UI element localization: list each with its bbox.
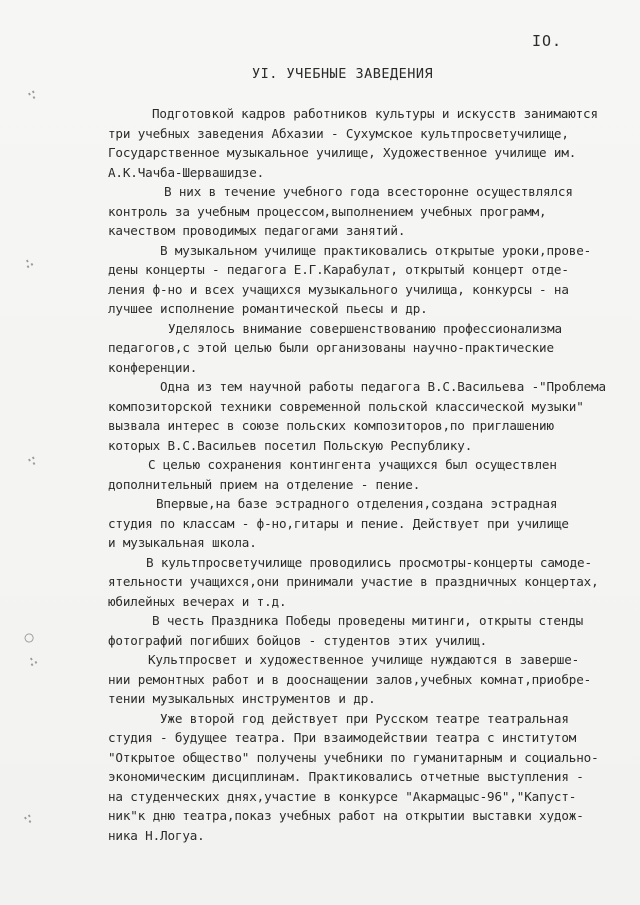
text-line: на студенческих днях,участие в конкурсе "Акармацыс-96","Капуст- [108,788,577,804]
text-line: В честь Праздника Победы проведены митинги, открыты стенды [152,613,584,628]
text-line: Уделялось внимание совершенствованию профессионализма [168,320,562,336]
text-line: ник"к дню театра,показ учебных работ на открытии выставки худож- [108,808,584,823]
text-line: ника Н.Логуа. [108,827,205,843]
text-line: Одна из тем научной работы педагога В.С.Васильева -"Проблема [160,379,606,394]
text-line: контроль за учебным процессом,выполнением учебных программ, [108,203,547,219]
margin-hole-marks [0,0,60,905]
text-line: В культпросветучилище проводились просмотры-концерты самоде- [146,554,592,570]
text-line: студия по классам - ф-но,гитары и пение. Действует при училище [108,515,569,531]
text-line: С целью сохранения контингента учащихся был осуществлен [148,457,557,472]
text-line: А.К.Чачба-Шервашидзе. [108,164,265,180]
text-line: Подготовкой кадров работников культуры и искусств занимаются [152,106,598,121]
text-line: В них в течение учебного года всесторонне осуществлялся [164,184,573,199]
punch-hole-mark-icon: ∵ [24,84,41,106]
text-line: тении музыкальных инструментов и др. [108,691,376,706]
section-heading: УI. УЧЕБНЫЕ ЗАВЕДЕНИЯ [252,66,434,82]
punch-hole-mark-icon: ∴ [24,650,41,672]
text-line: фотографий погибших бойцов - студентов этих училищ. [108,632,488,648]
text-line: педагогов,с этой целью были организованы научно-практические [108,340,554,355]
text-line: дены концерты - педагога Е.Г.Карабулат, открытый концерт отде- [108,262,569,277]
text-line: В музыкальном училище практиковались открытые уроки,прове- [160,242,592,258]
text-line: ятельности учащихся,они принимали участие в праздничных концертах, [108,574,599,589]
punch-hole-mark-icon: ∵ [20,808,37,830]
text-line: и музыкальная школа. [108,535,257,550]
text-line: дополнительный прием на отделение - пение. [108,476,421,492]
text-line: Уже второй год действует при Русском театре театральная [160,710,569,726]
punch-hole-mark-icon: ○ [20,626,37,648]
text-line: экономическим дисциплинам. Практиковались отчетные выступления - [108,769,584,784]
punch-hole-mark-icon: ∴ [20,252,37,274]
text-line: "Открытое общество" получены учебники по гуманитарным и социально- [108,749,599,765]
text-line: три учебных заведения Абхазии - Сухумское культпросветучилище, [108,125,569,141]
text-line: качеством проводимых педагогами занятий. [108,223,406,238]
punch-hole-mark-icon: ∵ [24,450,41,472]
text-line: ления ф-но и всех учащихся музыкального училища, конкурсы - на [108,281,569,297]
text-line: которых В.С.Васильев посетил Польскую Республику. [108,437,473,453]
text-line: конференции. [108,359,198,375]
text-line: вызвала интерес в союзе польских композиторов,по приглашению [108,418,554,433]
text-line: нии ремонтных работ и в дооснащении залов,учебных комнат,приобре- [108,671,592,687]
text-line: Культпросвет и художественное училище нуждаются в заверше- [148,652,580,667]
text-line: юбилейных вечерах и т.д. [108,593,287,609]
text-line: Впервые,на базе эстрадного отделения,создана эстрадная [156,496,558,511]
text-line: студия - будущее театра. При взаимодействии театра с институтом [108,730,577,745]
text-line: композиторской техники современной польской классической музыки" [108,398,584,414]
text-line: Государственное музыкальное училище, Художественное училище им. [108,145,577,160]
text-line: лучшее исполнение романтической пьесы и др. [108,301,428,316]
page-number: IO. [532,32,563,50]
document-body [108,104,628,845]
